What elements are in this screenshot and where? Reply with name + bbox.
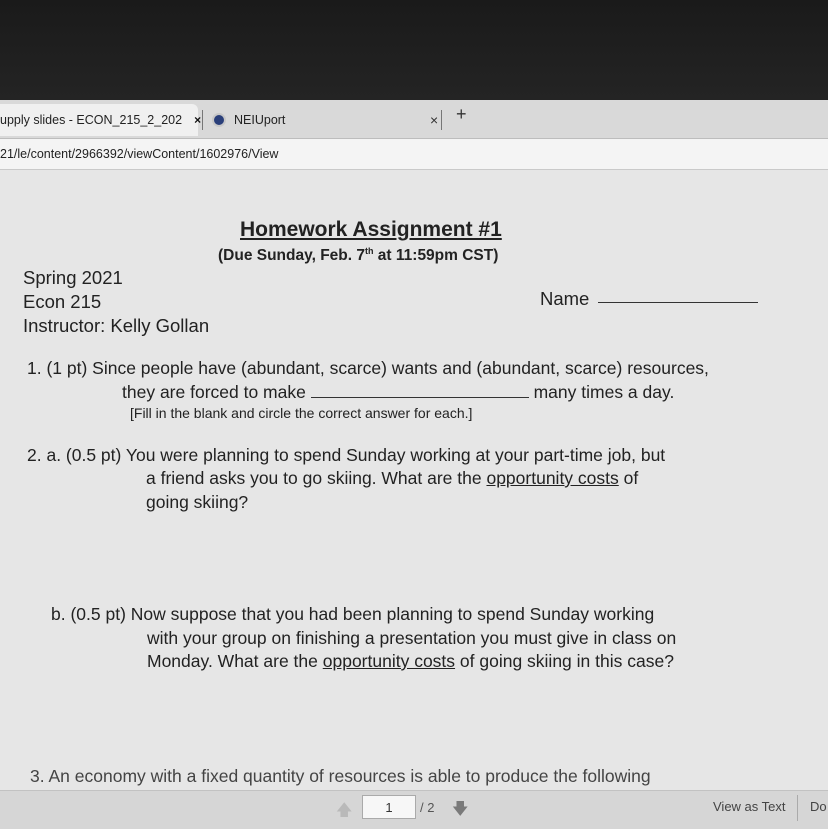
due-prefix: (Due Sunday, Feb. 7 bbox=[218, 247, 365, 265]
q1-blank bbox=[311, 383, 529, 398]
view-as-text-button[interactable]: View as Text bbox=[713, 799, 786, 814]
close-tab-icon[interactable]: × bbox=[194, 113, 202, 127]
name-label: Name bbox=[540, 288, 590, 309]
q1-line2-start: they are forced to make bbox=[122, 382, 306, 402]
pdf-toolbar bbox=[0, 790, 828, 829]
q2b-line3-start: Monday. What are the bbox=[147, 651, 323, 671]
q1-line2 bbox=[122, 382, 674, 403]
pdf-viewer bbox=[0, 170, 828, 828]
q1-line2-end: many times a day. bbox=[533, 382, 675, 402]
new-tab-button[interactable]: + bbox=[456, 104, 467, 124]
q3-cutoff-text: 3. An economy with a fixed quantity of resources is able to produce the following bbox=[30, 766, 651, 786]
doc-title: Homework Assignment #1 bbox=[240, 218, 502, 241]
course: Econ 215 bbox=[23, 291, 102, 312]
pdf-page bbox=[0, 170, 828, 810]
q2b-line1: b. (0.5 pt) Now suppose that you had been planning to spend Sunday working bbox=[51, 604, 655, 624]
tab-econ-slides[interactable] bbox=[0, 104, 202, 136]
close-tab-icon[interactable]: × bbox=[430, 112, 439, 128]
tab-title: upply slides - ECON_215_2_202 bbox=[0, 113, 183, 127]
download-button[interactable]: Do bbox=[810, 799, 827, 814]
q2b-line3 bbox=[147, 651, 674, 672]
address-bar[interactable] bbox=[0, 139, 828, 170]
q2a-line3: going skiing? bbox=[146, 492, 249, 512]
tab-title: NEIUport bbox=[234, 113, 286, 127]
name-field-line bbox=[598, 302, 758, 303]
q2a-line1: 2. a. (0.5 pt) You were planning to spend Sunday working at your part-time job, but bbox=[27, 445, 666, 465]
q2b-line2: with your group on finishing a presentation you must give in class on bbox=[147, 628, 677, 648]
q2a-line2-end: of bbox=[618, 468, 639, 488]
browser-tab-bar bbox=[0, 100, 828, 139]
due-suffix: at 11:59pm CST) bbox=[373, 247, 499, 265]
q1-line1: 1. (1 pt) Since people have (abundant, scarce) wants and (abundant, scarce) resources, bbox=[27, 358, 709, 378]
monitor-bezel bbox=[0, 0, 828, 100]
q1-note: [Fill in the blank and circle the correct answer for each.] bbox=[130, 405, 473, 421]
due-sup: th bbox=[365, 246, 374, 256]
url-text[interactable]: 21/le/content/2966392/viewContent/1602976/View bbox=[0, 147, 279, 161]
page-total: / 2 bbox=[420, 800, 435, 815]
semester: Spring 2021 bbox=[23, 267, 123, 288]
q2a-line2-start: a friend asks you to go skiing. What are the bbox=[146, 468, 487, 488]
arrow-up-icon[interactable]: 🡅 bbox=[336, 802, 353, 819]
tab-divider bbox=[202, 110, 203, 130]
due-date bbox=[218, 246, 498, 265]
opportunity-costs-term: opportunity costs bbox=[486, 468, 619, 488]
neiuport-favicon-icon bbox=[212, 113, 226, 127]
tab-divider bbox=[441, 110, 442, 130]
opportunity-costs-term: opportunity costs bbox=[322, 651, 456, 671]
toolbar-divider bbox=[797, 795, 798, 821]
page-number-input[interactable]: 1 bbox=[362, 795, 416, 819]
tab-neiuport[interactable] bbox=[212, 104, 452, 136]
arrow-down-icon[interactable]: 🡇 bbox=[452, 801, 469, 818]
q2b-line3-end: of going skiing in this case? bbox=[455, 651, 674, 671]
q2a-line2 bbox=[146, 468, 638, 489]
instructor: Instructor: Kelly Gollan bbox=[23, 315, 210, 336]
